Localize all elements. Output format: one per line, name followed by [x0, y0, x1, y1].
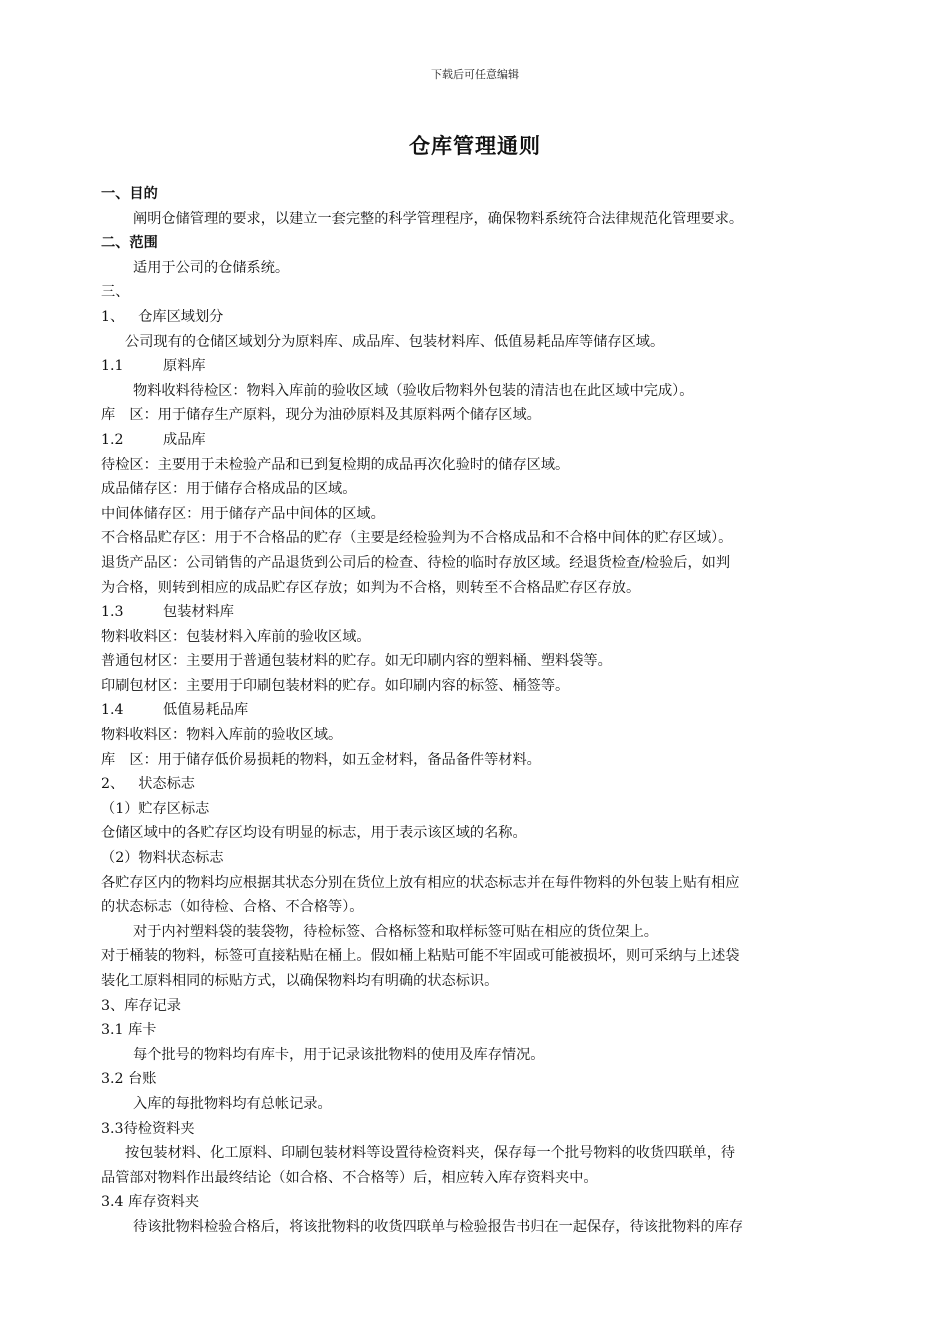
subsection-heading [101, 600, 861, 625]
paragraph: 待该批物料检验合格后，将该批物料的收货四联单与检验报告书归在一起保存，待该批物料的库存 [133, 1218, 744, 1235]
paragraph: 印刷包材区：主要用于印刷包装材料的贮存。如印刷内容的标签、桶签等。 [101, 677, 570, 694]
paragraph: 品管部对物料作出最终结论（如合格、不合格等）后，相应转入库存资料夹中。 [101, 1169, 598, 1186]
paragraph: 普通包材区：主要用于普通包装材料的贮存。如无印刷内容的塑料桶、塑料袋等。 [101, 653, 612, 670]
subsection-heading: 3.1 库卡 [101, 1022, 157, 1039]
section-heading: 3、库存记录 [101, 997, 181, 1014]
section-heading: 三、 [101, 284, 130, 301]
paragraph: 物料收料区：物料入库前的验收区域。 [101, 727, 343, 744]
subsection-heading: （1）贮存区标志 [101, 800, 210, 817]
subsection-title: 状态标志 [138, 776, 195, 793]
paragraph: 库 区：用于储存低价易损耗的物料，如五金材料，备品备件等材料。 [101, 751, 541, 768]
paragraph: 每个批号的物料均有库卡，用于记录该批物料的使用及库存情况。 [133, 1046, 545, 1063]
subsection-title: 低值易耗品库 [163, 702, 249, 719]
subsection-title: 原料库 [163, 358, 206, 375]
page-header: 下载后可任意编辑 [431, 68, 519, 81]
paragraph: 待检区：主要用于未检验产品和已到复检期的成品再次化验时的储存区域。 [101, 456, 570, 473]
section-heading: 一、目的 [101, 186, 158, 202]
paragraph: 中间体储存区：用于储存产品中间体的区域。 [101, 505, 385, 522]
subsection-number: 1.2 [101, 431, 124, 448]
paragraph: 对于桶装的物料，标签可直接粘贴在桶上。假如桶上粘贴可能不牢固或可能被损坏，则可采纳与上述袋 [101, 948, 740, 965]
paragraph: 库 区：用于储存生产原料，现分为油砂原料及其原料两个储存区域。 [101, 407, 541, 424]
subsection-title: 成品库 [163, 431, 206, 448]
paragraph: 入库的每批物料均有总帐记录。 [133, 1095, 332, 1112]
paragraph: 物料收料待检区：物料入库前的验收区域（验收后物料外包装的清洁也在此区域中完成）。 [133, 382, 694, 399]
subsection-heading: 3.4 库存资料夹 [101, 1194, 200, 1211]
document-body [101, 182, 861, 1240]
document-title: 仓库管理通则 [409, 133, 541, 158]
paragraph: 适用于公司的仓储系统。 [133, 259, 290, 276]
paragraph: 退货产品区：公司销售的产品退货到公司后的检查、待检的临时存放区域。经退货检查/检验后，如判 [101, 554, 731, 571]
subsection-heading [101, 428, 861, 453]
subsection-heading [101, 772, 861, 797]
paragraph: 公司现有的仓储区域划分为原料库、成品库、包装材料库、低值易耗品库等储存区域。 [125, 333, 665, 350]
paragraph: 的状态标志（如待检、合格、不合格等）。 [101, 899, 364, 916]
subsection-number: 1.3 [101, 604, 124, 621]
subsection-number: 1.1 [101, 358, 124, 375]
subsection-number: 1、 [101, 308, 125, 325]
paragraph: 物料收料区：包装材料入库前的验收区域。 [101, 628, 371, 645]
paragraph: 对于内衬塑料袋的装袋物，待检标签、合格标签和取样标签可贴在相应的货位架上。 [133, 923, 658, 940]
subsection-heading [101, 305, 861, 330]
paragraph: 阐明仓储管理的要求，以建立一套完整的科学管理程序，确保物料系统符合法律规范化管理要求。 [133, 210, 744, 227]
section-heading: 二、范围 [101, 235, 158, 252]
paragraph: 仓储区域中的各贮存区均设有明显的标志，用于表示该区域的名称。 [101, 825, 527, 842]
subsection-heading: 3.3待检资料夹 [101, 1120, 195, 1137]
paragraph: 不合格品贮存区：用于不合格品的贮存（主要是经检验判为不合格成品和不合格中间体的贮存区域）。 [101, 530, 733, 547]
paragraph: 按包装材料、化工原料、印刷包装材料等设置待检资料夹，保存每一个批号物料的收货四联单，待 [125, 1145, 736, 1162]
paragraph: 各贮存区内的物料均应根据其状态分别在货位上放有相应的状态标志并在每件物料的外包装上贴有相应 [101, 874, 740, 891]
paragraph: 装化工原料相同的标贴方式，以确保物料均有明确的状态标识。 [101, 973, 499, 989]
subsection-heading: 3.2 台账 [101, 1071, 157, 1088]
subsection-number: 2、 [101, 776, 125, 793]
subsection-heading [101, 698, 861, 723]
subsection-number: 1.4 [101, 702, 124, 719]
subsection-heading: （2）物料状态标志 [101, 850, 224, 867]
subsection-heading [101, 354, 861, 379]
paragraph: 成品储存区：用于储存合格成品的区域。 [101, 481, 357, 498]
subsection-title: 仓库区域划分 [138, 308, 224, 325]
subsection-title: 包装材料库 [163, 604, 234, 621]
paragraph: 为合格，则转到相应的成品贮存区存放；如判为不合格，则转至不合格品贮存区存放。 [101, 579, 641, 596]
